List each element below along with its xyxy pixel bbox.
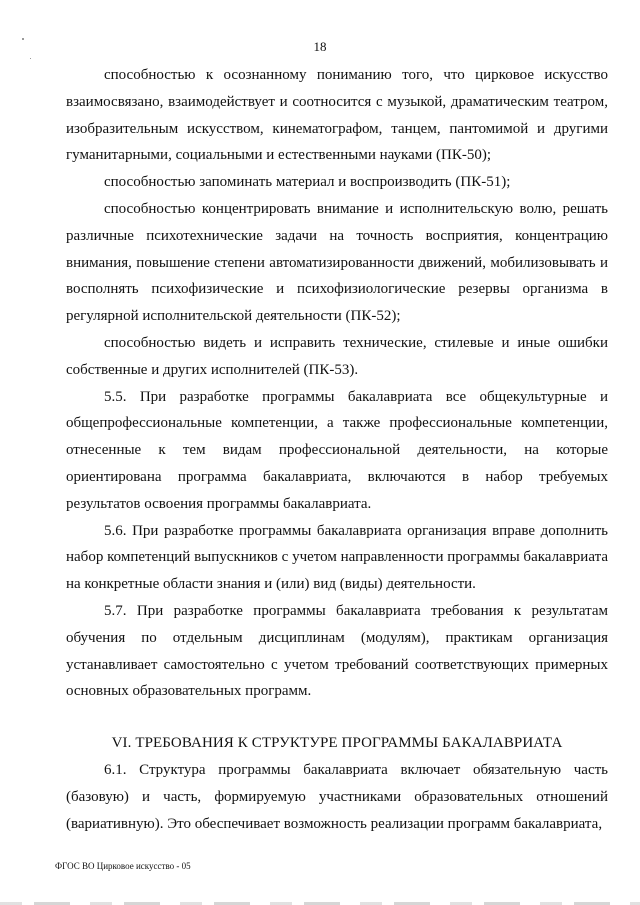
competency-pk-52: способностью концентрировать внимание и исполнительскую волю, решать различные психотехнические задачи на точность восприятия, концентрацию внимания, повышение степени автоматизированности движений, мобилизовывать и восполнять психофизические и психофизиологические резервы организма в регулярной исполнительской деятельности (ПК-52);: [66, 200, 608, 325]
competency-pk-51: способностью запоминать материал и воспроизводить (ПК-51);: [104, 174, 511, 191]
competency-pk-53: способностью видеть и исправить технические, стилевые и иные ошибки собственные и других исполнителей (ПК-53).: [66, 334, 608, 378]
page-number: 18: [313, 39, 327, 54]
scan-speck: [22, 38, 24, 40]
footer-text: ФГОС ВО Цирковое искусство - 05: [55, 861, 191, 871]
clause-5-5: 5.5. При разработке программы бакалавриата все общекультурные и общепрофессиональные компетенции, а также профессиональные компетенции, отнесенные к тем видам профессиональной деятельности, на которые ориентирована программа бакалавриата, включаются в набор требуемых результатов освоения программы бакалавриата.: [66, 388, 608, 512]
competency-pk-50: способностью к осознанному пониманию того, что цирковое искусство взаимосвязано, взаимодействует и соотносится с музыкой, драматическим театром, изобразительным искусством, кинематографом, танцем, пантомимой и другими гуманитарными, социальными и естественными науками (ПК-50);: [66, 67, 608, 164]
section-heading: VI. ТРЕБОВАНИЯ К СТРУКТУРЕ ПРОГРАММЫ БАКАЛАВРИАТА: [111, 735, 563, 752]
clause-5-6: 5.6. При разработке программы бакалавриата организация вправе дополнить набор компетенций выпускников с учетом направленности программы бакалавриата на конкретные области знания и (или) вид (виды) деятельности.: [66, 522, 608, 593]
document-body: [66, 62, 608, 837]
clause-6-1: 6.1. Структура программы бакалавриата включает обязательную часть (базовую) и часть, формируемую участниками образовательных отношений (вариативную). Это обеспечивает возможность реализации программ бакалавриата,: [66, 761, 608, 832]
scan-speck: [30, 58, 31, 59]
clause-5-7: 5.7. При разработке программы бакалавриата требования к результатам обучения по отдельным дисциплинам (модулям), практикам организация устанавливает самостоятельно с учетом требований соответствующих примерных основных образовательных программ.: [66, 602, 608, 700]
